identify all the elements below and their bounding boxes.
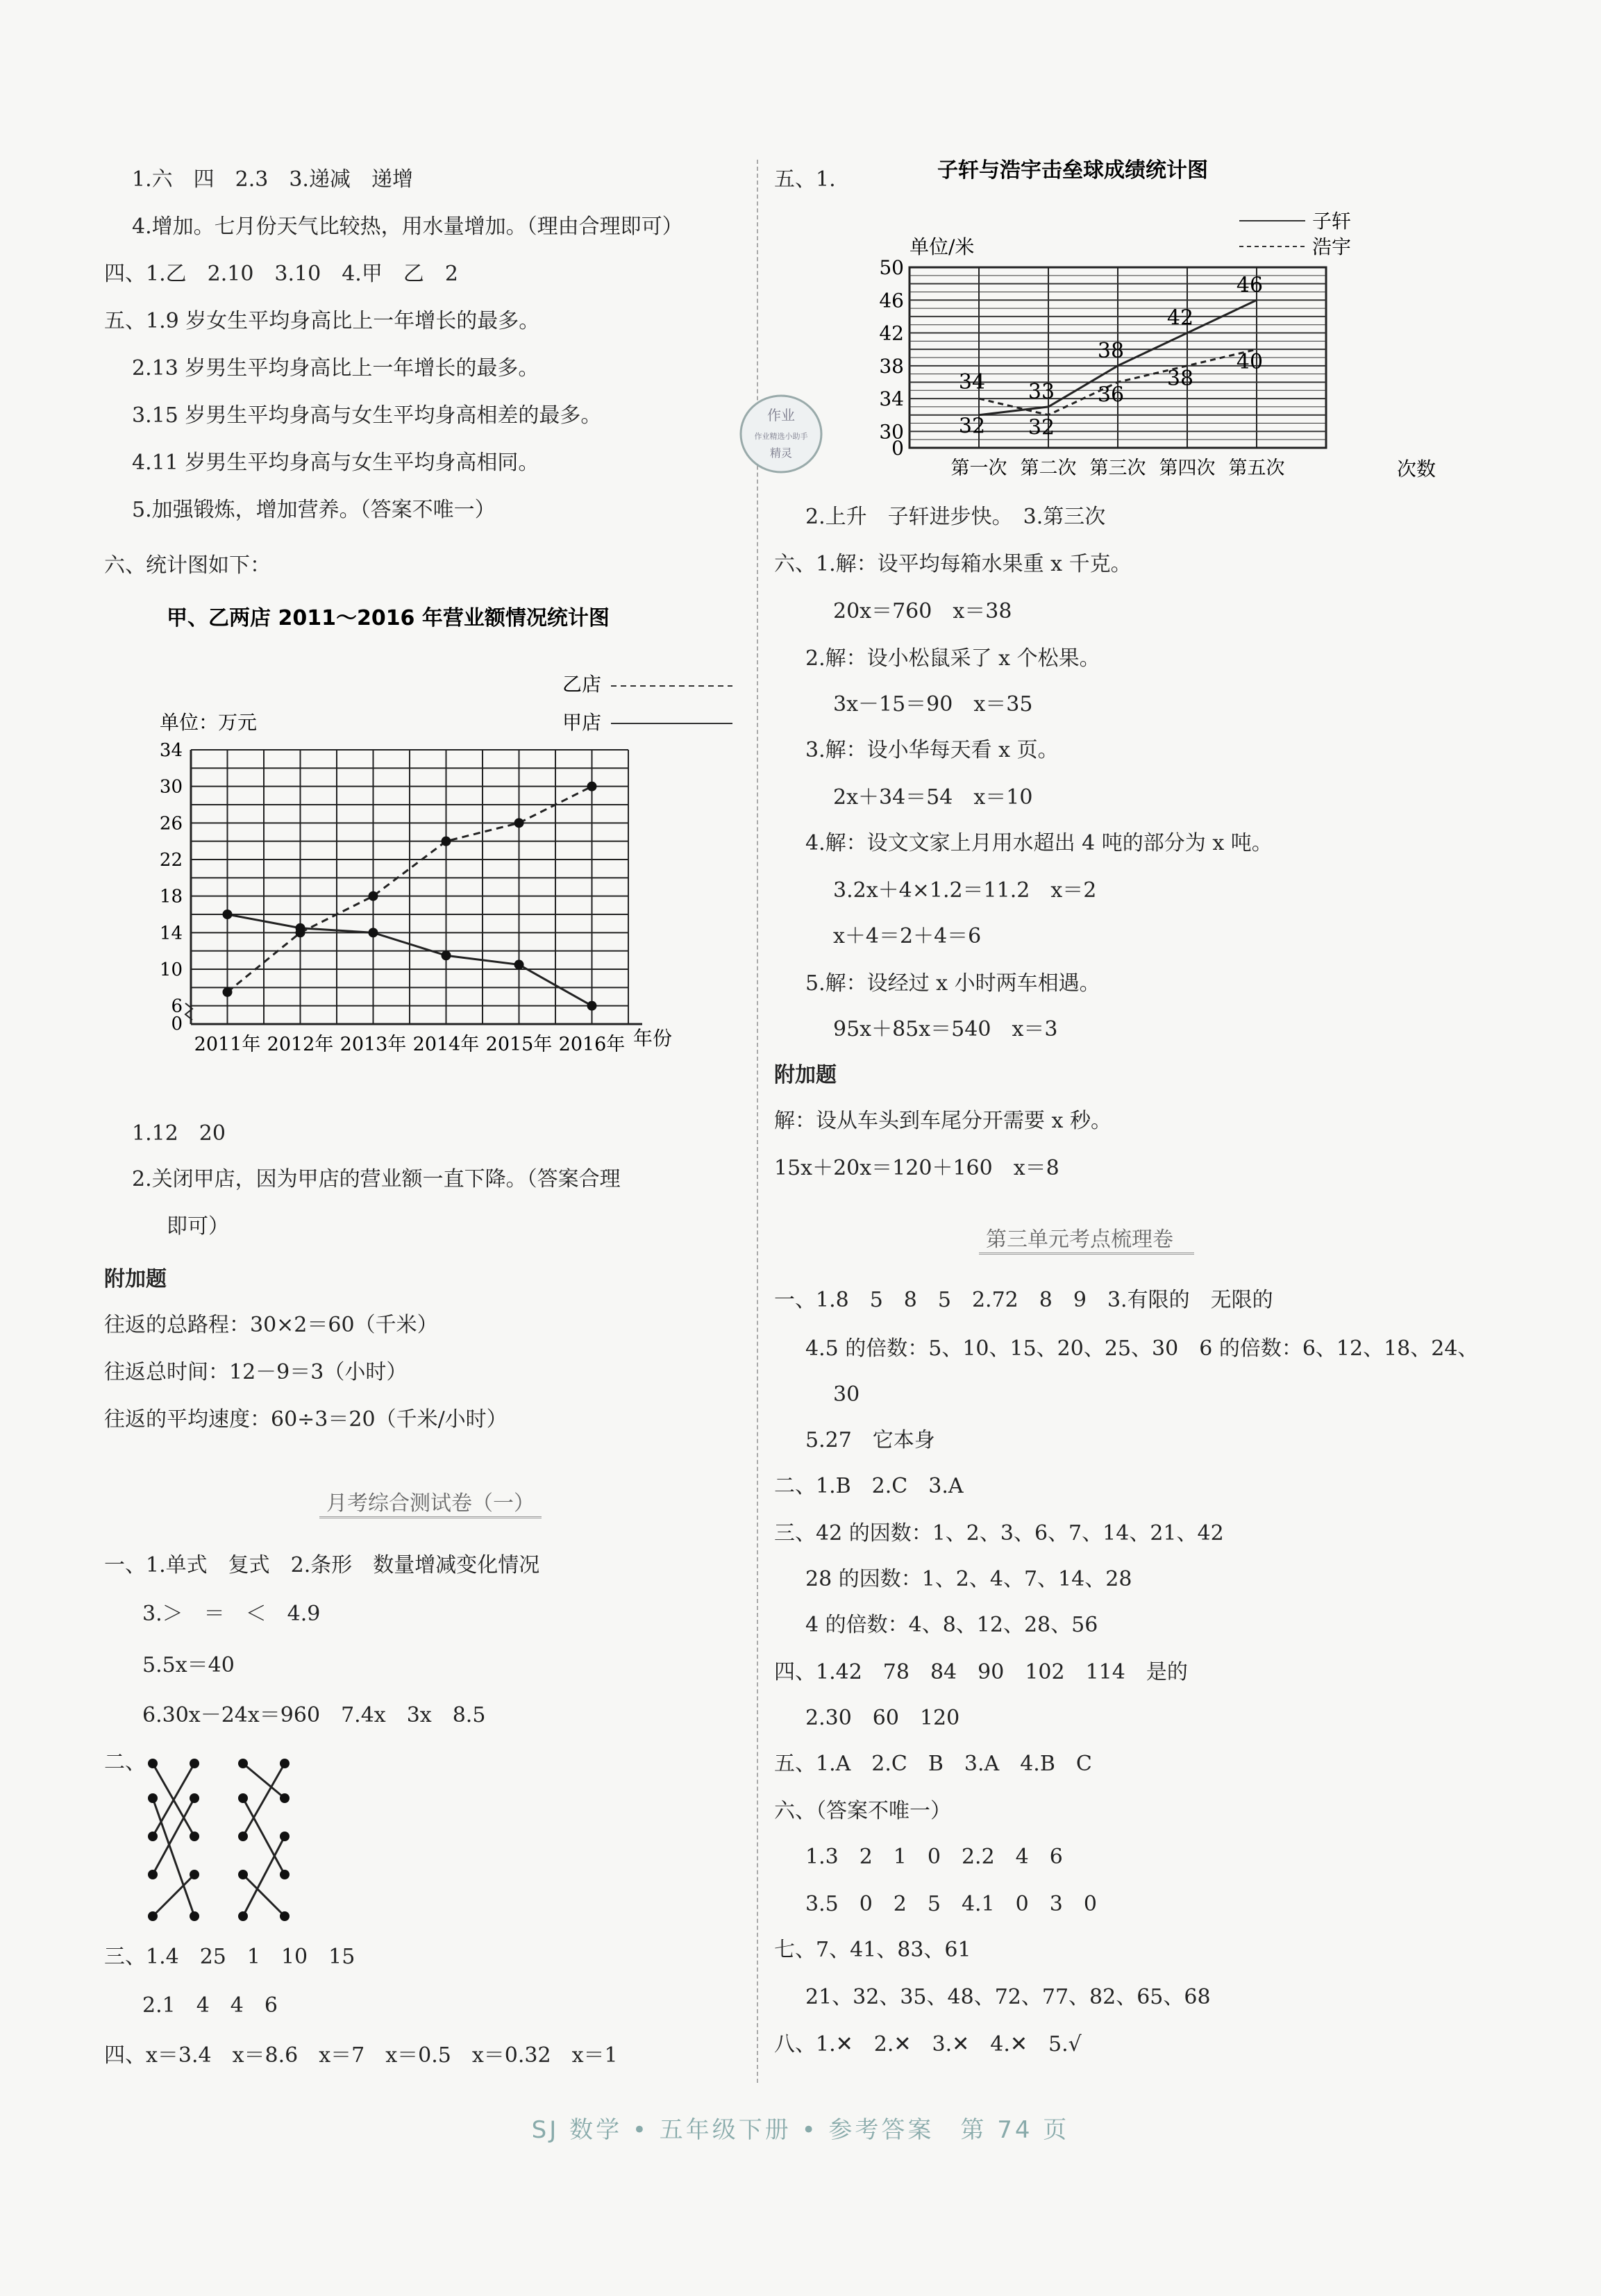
answer-line: 五、1. [774, 167, 836, 192]
x-tick-label: 第二次 [1020, 458, 1077, 479]
answer-line: 二、 [104, 1750, 146, 1775]
x-tick-label: 2016年 [558, 1034, 626, 1055]
answer-line: 六、（答案不唯一） [774, 1799, 951, 1823]
answer-line: 2.1 4 4 6 [142, 1993, 278, 2018]
answer-line: 20x＝760 x＝38 [833, 599, 1012, 623]
data-point [369, 928, 378, 937]
x-tick-label: 2012年 [267, 1034, 334, 1055]
y-tick-label: 34 [159, 740, 183, 761]
answer-line: 六、1.解：设平均每箱水果重 x 千克。 [774, 552, 1132, 576]
x-tick-label: 2011年 [194, 1034, 261, 1055]
y-tick-label: 18 [159, 886, 183, 907]
answer-line: 六、统计图如下： [104, 553, 271, 578]
y-tick-label: 10 [159, 960, 183, 980]
answer-line: 2.解：设小松鼠采了 x 个松果。 [805, 646, 1100, 671]
y-tick-label: 34 [879, 387, 904, 411]
answer-line: 95x＋85x＝540 x＝3 [833, 1017, 1058, 1041]
answer-line: 一、1.单式 复式 2.条形 数量增减变化情况 [104, 1553, 540, 1577]
data-point [369, 891, 378, 901]
answer-line: 4.解：设文文家上月用水超出 4 吨的部分为 x 吨。 [805, 831, 1273, 855]
answer-line: 2.上升 子轩进步快。 3.第三次 [805, 505, 1106, 529]
x-tick-label: 2015年 [485, 1034, 553, 1055]
answer-line: 八、1.✕ 2.✕ 3.✕ 4.✕ 5.√ [774, 2032, 1082, 2056]
y-tick-label: 22 [159, 850, 183, 871]
answer-line: 三、1.4 25 1 10 15 [104, 1945, 355, 1969]
y-tick-label: 0 [891, 437, 904, 460]
answer-line: 五、1.A 2.C B 3.A 4.B C [774, 1752, 1092, 1776]
data-label: 38 [1097, 338, 1125, 363]
svg-text:精灵: 精灵 [769, 446, 793, 460]
answer-line: 往返的平均速度：60÷3＝20（千米/小时） [104, 1407, 508, 1432]
data-point [587, 1001, 597, 1011]
y-tick-label: 26 [159, 813, 183, 835]
extra-question-title: 附加题 [104, 1267, 167, 1291]
data-point [514, 960, 524, 969]
x-tick-label: 2013年 [340, 1034, 407, 1055]
y-tick-label: 46 [879, 289, 904, 312]
answer-line: 28 的因数：1、2、4、7、14、28 [805, 1567, 1132, 1591]
answer-line: 5.5x＝40 [142, 1653, 235, 1677]
data-point [296, 928, 305, 937]
answer-line: 三、42 的因数：1、2、3、6、7、14、21、42 [774, 1521, 1224, 1545]
answer-line: 5.解：设经过 x 小时两车相遇。 [805, 971, 1100, 996]
answer-line: 1.3 2 1 0 2.2 4 6 [805, 1845, 1063, 1869]
data-label: 42 [1166, 305, 1194, 330]
data-point [223, 910, 233, 919]
answer-line: 2x＋34＝54 x＝10 [833, 785, 1033, 810]
answer-line: 3.解：设小华每天看 x 页。 [805, 738, 1059, 762]
answer-line: 4.11 岁男生平均身高与女生平均身高相同。 [132, 451, 539, 475]
y-tick-label: 38 [879, 354, 904, 378]
legend-label: 甲店 [562, 711, 602, 734]
data-label: 34 [958, 370, 986, 395]
answer-line: 1.六 四 2.3 3.递减 递增 [132, 167, 413, 192]
answer-line: 一、1.8 5 8 5 2.72 8 9 3.有限的 无限的 [774, 1288, 1273, 1312]
data-label: 46 [1236, 273, 1264, 298]
answer-line: 四、1.42 78 84 90 102 114 是的 [774, 1660, 1188, 1684]
x-tick-label: 第三次 [1089, 458, 1146, 479]
legend-label: 乙店 [562, 673, 602, 696]
data-point [442, 950, 451, 960]
matching-lines-diagram [139, 1750, 319, 1937]
softball-score-chart [861, 153, 1444, 500]
answer-line: 3x－15＝90 x＝35 [833, 692, 1033, 717]
x-axis-label: 年份 [633, 1027, 673, 1050]
answer-line: 四、x＝3.4 x＝8.6 x＝7 x＝0.5 x＝0.32 x＝1 [104, 2043, 618, 2068]
answer-line: 3.15 岁男生平均身高与女生平均身高相差的最多。 [132, 403, 602, 428]
answer-line: 3.＞ ＝ ＜ 4.9 [142, 1602, 321, 1626]
svg-text:作业精选小助手: 作业精选小助手 [754, 432, 808, 441]
legend-label: 浩宇 [1312, 235, 1352, 258]
extra-question-title: 附加题 [774, 1063, 837, 1087]
svg-text:作业: 作业 [767, 407, 795, 424]
section-underline [319, 1516, 542, 1518]
data-label: 38 [1166, 366, 1194, 391]
answer-line: 1.12 20 [132, 1121, 226, 1146]
answer-line: 3.5 0 2 5 4.1 0 3 0 [805, 1892, 1097, 1916]
answer-line: 2.13 岁男生平均身高比上一年增长的最多。 [132, 356, 539, 380]
answer-line: 2.关闭甲店，因为甲店的营业额一直下降。（答案合理 [132, 1167, 621, 1191]
answer-line: 4.增加。七月份天气比较热，用水量增加。（理由合理即可） [132, 215, 683, 239]
answer-line: 6.30x－24x＝960 7.4x 3x 8.5 [142, 1703, 486, 1727]
answer-line: 15x＋20x＝120＋160 x＝8 [774, 1156, 1059, 1180]
x-tick-label: 第五次 [1228, 458, 1285, 479]
data-label: 40 [1236, 350, 1264, 375]
chart-legend [1239, 210, 1351, 258]
y-tick-label: 30 [879, 420, 904, 444]
answer-line: 七、7、41、83、61 [774, 1938, 971, 1962]
answer-line: x＋4＝2＋4＝6 [833, 924, 982, 948]
section-title: 第三单元考点梳理卷 [986, 1227, 1173, 1252]
page-footer: SJ 数学 • 五年级下册 • 参考答案 第 74 页 [531, 2116, 1070, 2144]
store-revenue-chart [104, 597, 757, 1104]
chart-title: 子轩与浩宇击垒球成绩统计图 [937, 158, 1208, 183]
answer-line: 21、32、35、48、72、77、82、65、68 [805, 1985, 1211, 2009]
x-tick-label: 2014年 [412, 1034, 480, 1055]
x-tick-label: 第一次 [950, 458, 1007, 479]
data-label: 32 [958, 414, 986, 439]
data-point [587, 782, 597, 791]
answer-line: 4.5 的倍数：5、10、15、20、25、30 6 的倍数：6、12、18、24、 [805, 1336, 1479, 1361]
homework-helper-stamp [736, 389, 826, 479]
answer-line: 解：设从车头到车尾分开需要 x 秒。 [774, 1109, 1112, 1133]
data-point [442, 837, 451, 846]
answer-line: 30 [833, 1382, 860, 1407]
answer-line: 5.27 它本身 [805, 1428, 935, 1452]
chart-title: 甲、乙两店 2011～2016 年营业额情况统计图 [167, 606, 610, 630]
answer-line: 二、1.B 2.C 3.A [774, 1474, 964, 1498]
y-tick-label: 14 [159, 923, 183, 944]
answer-line: 四、1.乙 2.10 3.10 4.甲 乙 2 [104, 262, 458, 286]
answer-line: 往返的总路程：30×2＝60（千米） [104, 1313, 438, 1337]
answer-line: 五、1.9 岁女生平均身高比上一年增长的最多。 [104, 309, 540, 333]
chart-legend [562, 673, 732, 734]
data-label: 32 [1028, 415, 1055, 440]
y-tick-label: 42 [879, 321, 904, 345]
x-tick-label: 第四次 [1159, 458, 1216, 479]
answer-line: 2.30 60 120 [805, 1706, 960, 1730]
section-underline [979, 1252, 1194, 1255]
answer-line: 即可） [167, 1214, 229, 1239]
answer-line: 4 的倍数：4、8、12、28、56 [805, 1613, 1098, 1637]
data-label: 36 [1097, 383, 1125, 408]
chart-unit-label: 单位：万元 [160, 711, 258, 734]
y-tick-label: 30 [159, 776, 183, 798]
x-axis-label: 次数 [1397, 458, 1436, 480]
legend-label: 子轩 [1312, 210, 1352, 233]
data-point [223, 987, 233, 997]
chart-unit-label: 单位/米 [910, 235, 975, 258]
data-point [514, 818, 524, 828]
answer-line: 3.2x＋4×1.2＝11.2 x＝2 [833, 878, 1097, 903]
y-tick-label: 6 [171, 996, 183, 1017]
answer-line: 5.加强锻炼，增加营养。（答案不唯一） [132, 498, 496, 522]
y-tick-label: 0 [171, 1014, 183, 1034]
answer-line: 往返总时间：12－9＝3（小时） [104, 1360, 408, 1384]
data-label: 33 [1028, 379, 1055, 404]
y-tick-label: 50 [879, 256, 904, 279]
section-title: 月考综合测试卷（一） [326, 1491, 535, 1516]
